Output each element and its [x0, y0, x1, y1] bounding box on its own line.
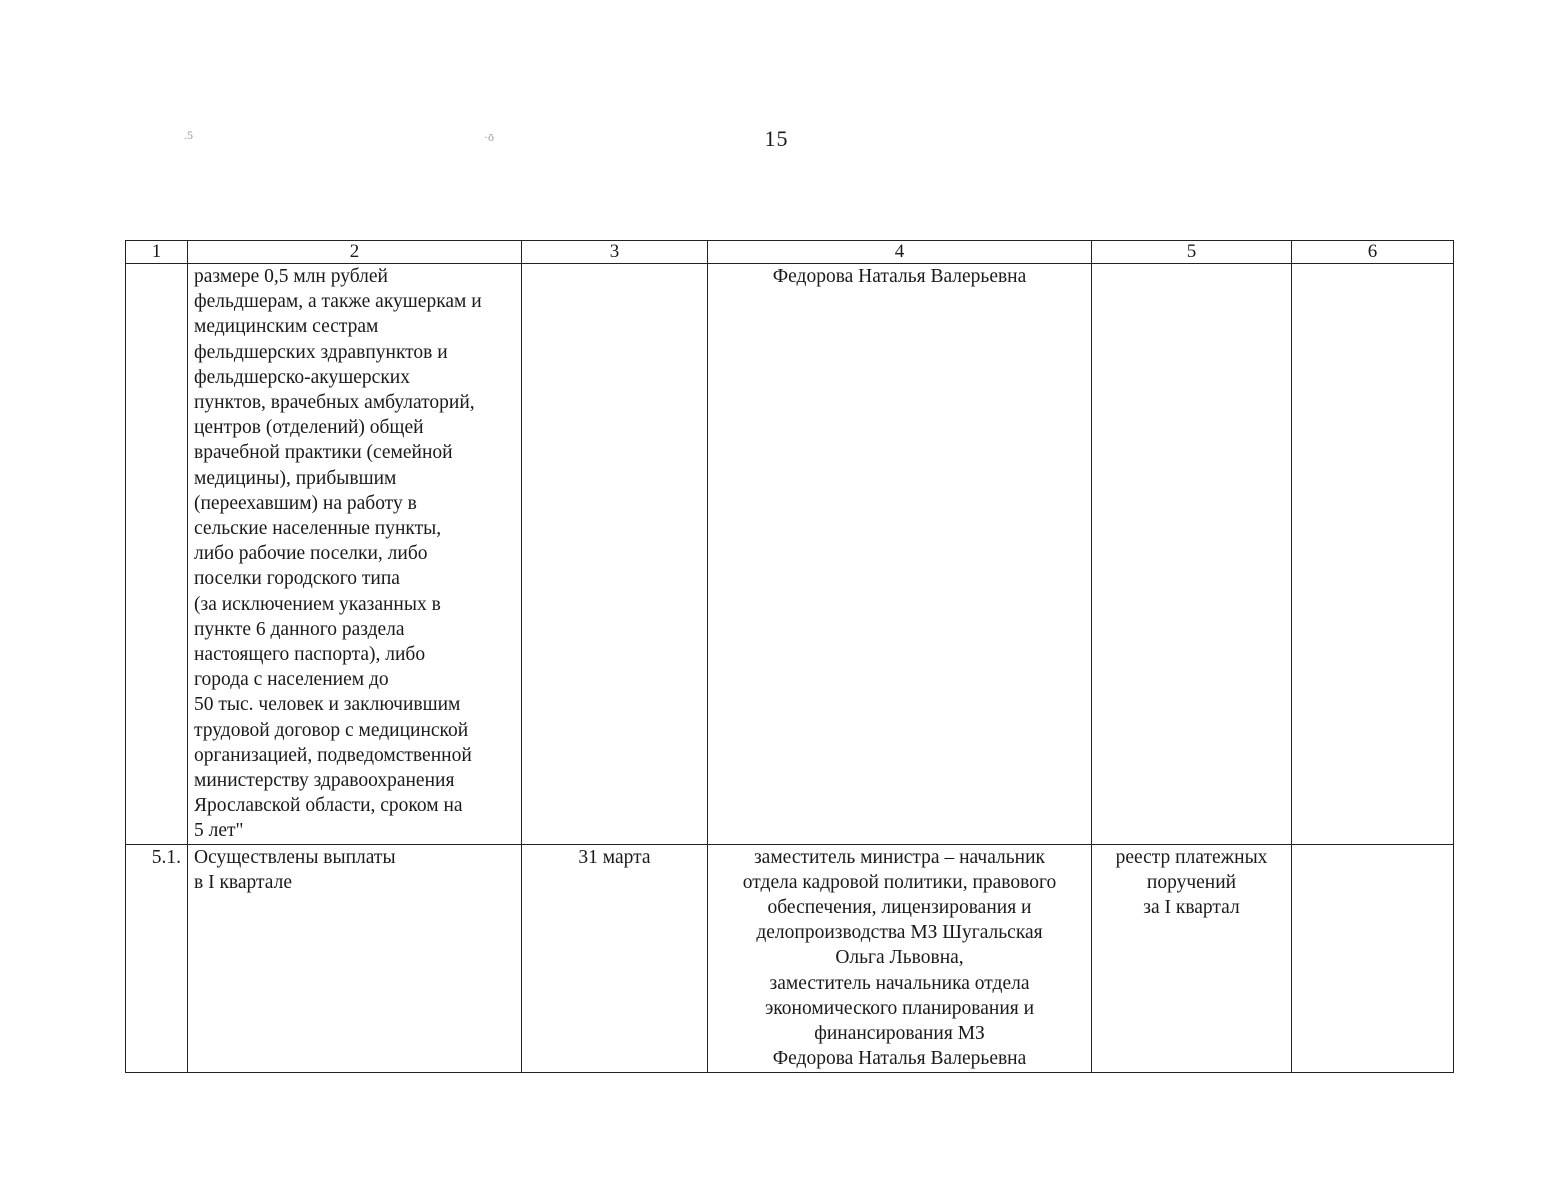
- deadline-cell: [522, 264, 708, 845]
- scan-speck: ·ō: [484, 130, 494, 144]
- header-cell-3: 3: [522, 241, 708, 264]
- note-cell: [1292, 264, 1454, 845]
- header-cell-1: 1: [126, 241, 188, 264]
- document-cell: реестр платежных поручений за I квартал: [1092, 844, 1292, 1072]
- description-cell: Осуществлены выплаты в I квартале: [188, 844, 522, 1072]
- header-cell-5: 5: [1092, 241, 1292, 264]
- table-row: [126, 844, 1454, 1072]
- plan-table: [125, 240, 1454, 1073]
- table-header-row: [126, 241, 1454, 264]
- scan-speck: .5: [184, 128, 193, 142]
- table-row: [126, 264, 1454, 845]
- description-cell: размере 0,5 млн рублей фельдшерам, а также акушеркам и медицинским сестрам фельдшерских здравпунктов и фельдшерско-акушерских пунктов, врачебных амбулаторий, центров (отделений) общей врачебной практики (семейной медицины), прибывшим (переехавшим) на работу в сельские населенные пункты, либо рабочие поселки, либо поселки городского типа (за исключением указанных в пункте 6 данного раздела настоящего паспорта), либо города с населением до 50 тыс. человек и заключившим трудовой договор с медицинской организацией, подведомственной министерству здравоохранения Ярославской области, сроком на 5 лет": [188, 264, 522, 845]
- header-cell-4: 4: [708, 241, 1092, 264]
- header-cell-6: 6: [1292, 241, 1454, 264]
- document-cell: [1092, 264, 1292, 845]
- page-number: 15: [764, 126, 789, 151]
- responsible-cell: заместитель министра – начальник отдела кадровой политики, правового обеспечения, лицензирования и делопроизводства МЗ Шугальская Ольга Львовна, заместитель начальника отдела экономического планирования и финансирования МЗ Федорова Наталья Валерьевна: [708, 844, 1092, 1072]
- header-cell-2: 2: [188, 241, 522, 264]
- row-number-cell: [126, 264, 188, 845]
- note-cell: [1292, 844, 1454, 1072]
- responsible-cell: Федорова Наталья Валерьевна: [708, 264, 1092, 845]
- row-number-cell: 5.1.: [126, 844, 188, 1072]
- deadline-cell: 31 марта: [522, 844, 708, 1072]
